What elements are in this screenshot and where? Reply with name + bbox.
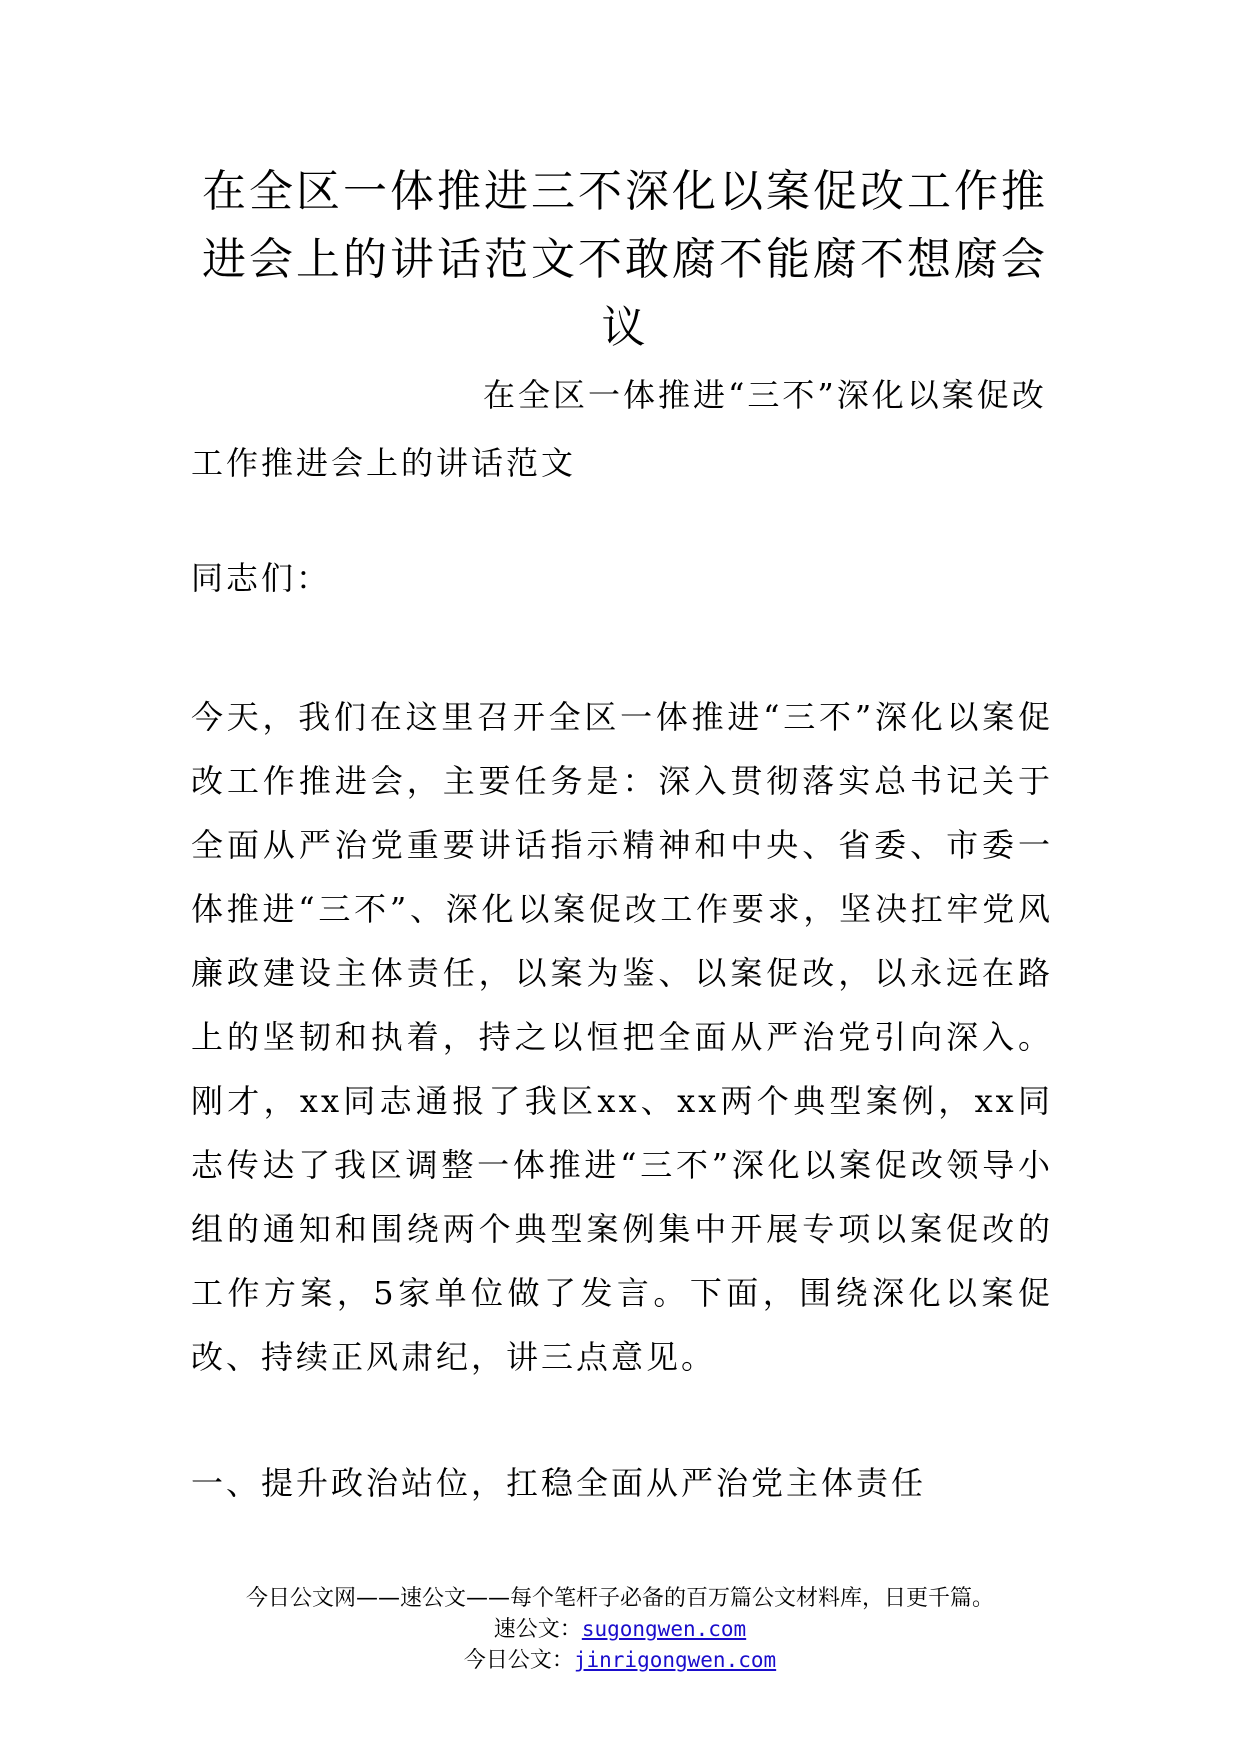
section-heading: 一、提升政治站位，扛稳全面从严治党主体责任 [191, 1464, 927, 1502]
footer-site2-line [0, 1645, 1240, 1676]
footer-site1-link[interactable]: sugongwen.com [581, 1617, 747, 1641]
body-paragraph: 今天，我们在这里召开全区一体推进“三不”深化以案促改工作推进会，主要任务是：深入贯彻落实总书记关于全面从严治党重要讲话指示精神和中央、省委、市委一体推进“三不”、深化以案促改工作要求，坚决扛牢党风廉政建设主体责任，以案为鉴、以案促改，以永远在路上的坚韧和执着，持之以恒把全面从严治党引向深入。刚才，xx同志通报了我区xx、xx两个典型案例，xx同志传达了我区调整一体推进“三不”深化以案促改领导小组的通知和围绕两个典型案例集中开展专项以案促改的工作方案，5家单位做了发言。下面，围绕深化以案促改、持续正风肃纪，讲三点意见。 [191, 698, 1053, 1376]
document-subtitle: 在全区一体推进“三不”深化以案促改工作推进会上的讲话范文 [191, 376, 1047, 482]
footer-site1-label: 速公文： [493, 1617, 582, 1642]
footer-watermark [0, 1583, 1240, 1676]
footer-tagline: 今日公文网——速公文——每个笔杆子必备的百万篇公文材料库，日更千篇。 [245, 1586, 994, 1611]
document-title: 在全区一体推进三不深化以案促改工作推进会上的讲话范文不敢腐不能腐不想腐会议 [202, 166, 1048, 353]
greeting: 同志们： [191, 559, 332, 597]
footer-site2-label: 今日公文： [463, 1648, 574, 1673]
footer-site1-line [0, 1614, 1240, 1645]
footer-site2-link[interactable]: jinrigongwen.com [573, 1648, 777, 1672]
